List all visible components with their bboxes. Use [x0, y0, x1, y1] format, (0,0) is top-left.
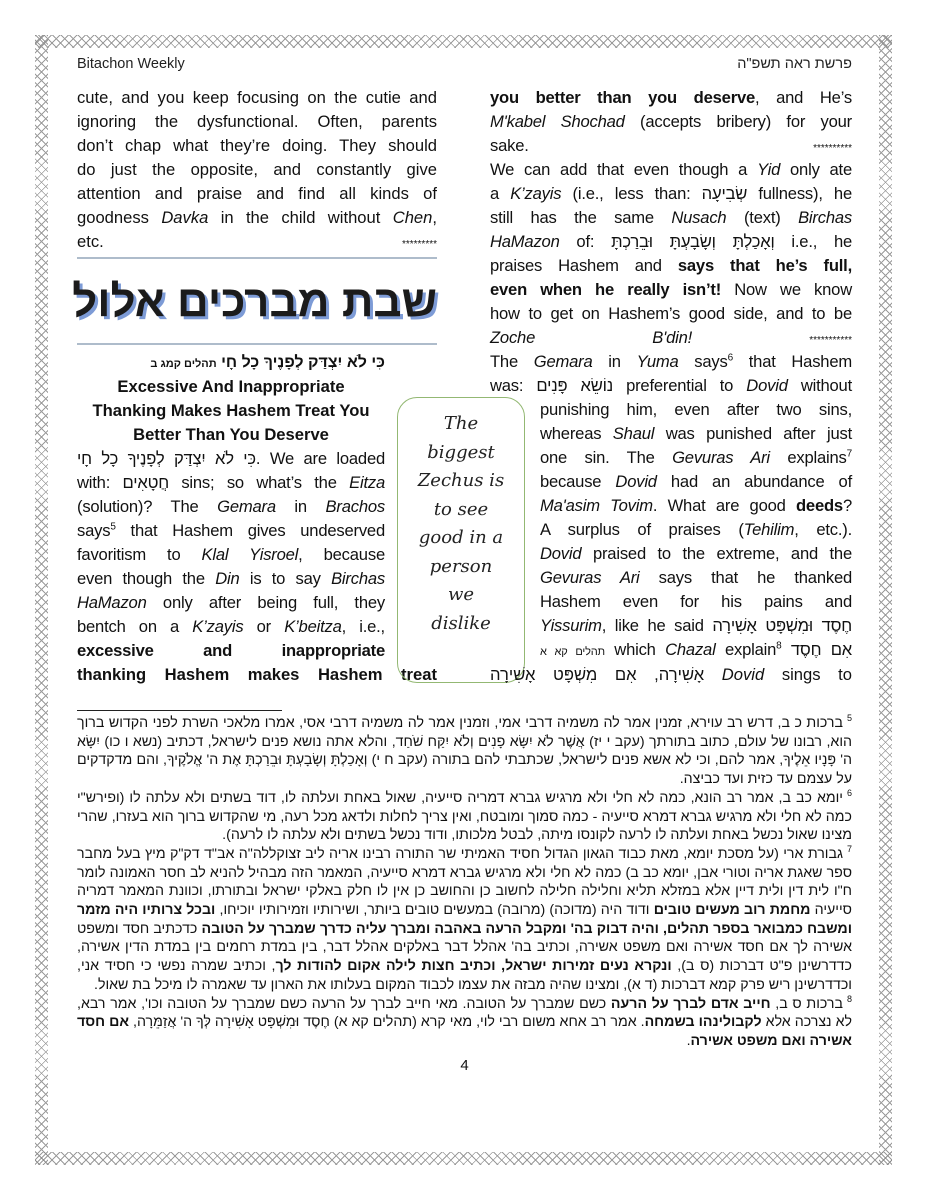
headline-line: Thanking Makes Hashem Treat You: [92, 401, 370, 420]
footnote-number: 8: [846, 993, 852, 1004]
text-run: in the child without: [208, 208, 393, 227]
text-line: [490, 86, 852, 110]
text-run: Now we know: [721, 280, 852, 299]
left-column-body: [77, 447, 385, 663]
headline-line: Excessive And Inappropriate: [117, 377, 345, 396]
text-line: [77, 110, 437, 134]
text-run: etc.: [77, 232, 402, 251]
text-run: of: וְאָכַלְתָּ וְשָׂבָעְתָּ וּבֵרַכְתָּ i.e., he: [559, 232, 852, 251]
text-run: [692, 328, 809, 347]
text-run: (text): [726, 208, 799, 227]
text-line: [77, 230, 437, 254]
text-line: [490, 374, 852, 398]
text-run: Dovid: [721, 665, 765, 684]
footnote-number: 7: [846, 844, 852, 855]
text-line: [77, 615, 385, 639]
text-line: [490, 206, 852, 230]
text-run: (i.e., less than: שְׂבִיעָה fullness), he: [561, 184, 852, 203]
text-run: in: [592, 352, 637, 371]
text-run: K’zayis: [192, 617, 244, 636]
text-line: [77, 519, 385, 543]
text-run: ?: [842, 496, 852, 515]
text-line: [77, 663, 437, 687]
text-run: תהלים קא א: [540, 646, 605, 658]
text-run: , etc.).: [794, 520, 852, 539]
text-run: that Hashem: [732, 352, 852, 371]
text-run: K’beitza: [284, 617, 342, 636]
headline-line: Better Than You Deserve: [133, 425, 329, 444]
text-run: , i.e.,: [341, 617, 385, 636]
text-line: [490, 302, 852, 326]
verse-source: תהלים קמג ב: [150, 358, 217, 370]
text-run: (solution)? The: [77, 497, 218, 516]
text-run: excessive and inappropriate: [77, 641, 385, 660]
text-line: [540, 590, 852, 614]
text-run: still has the same: [490, 208, 672, 227]
text-run: K’zayis: [510, 184, 562, 203]
footnote: [77, 789, 852, 845]
text-run: The: [490, 352, 534, 371]
pull-quote-box: [397, 397, 525, 683]
article-headline: [77, 375, 385, 447]
text-line: [540, 422, 852, 446]
text-line: [77, 86, 437, 110]
text-line: [540, 566, 852, 590]
text-run: . אמר רב אחא משום רבי לוי, מאי קרא (תהלים קא א) חֶסֶד וּמִשְׁפָּט אָשִׁירָה לְּךָ ה' אֲזַמֵּרָה,: [129, 1014, 645, 1031]
text-run: you better than you deserve: [490, 88, 756, 107]
text-line: [490, 350, 852, 374]
text-run: in: [275, 497, 326, 516]
page-border-right: [879, 35, 892, 1165]
footnote: [77, 995, 852, 1051]
text-run: Birchas: [798, 208, 852, 227]
pull-quote-line: to see: [433, 498, 489, 520]
text-line: [77, 591, 385, 615]
text-line: [77, 447, 385, 471]
text-run: 5: [110, 521, 116, 533]
text-run: אם חסד אשירה ואם משפט אשירה: [77, 1014, 852, 1049]
text-line: [77, 182, 437, 206]
text-run: says: [678, 352, 728, 371]
text-line: [490, 254, 852, 278]
text-run: says that he’s full,: [677, 256, 852, 275]
page-number: 4: [460, 1056, 469, 1074]
text-run: thanking Hashem makes Hashem treat: [77, 665, 437, 684]
text-line: [540, 446, 852, 470]
text-line: [540, 614, 852, 638]
text-run: Gevuras Ari: [672, 448, 770, 467]
text-run: Chen: [392, 208, 433, 227]
text-run: Dovid: [746, 376, 788, 395]
text-line: [77, 543, 385, 567]
text-run: sings to: [764, 665, 852, 684]
text-run: cute, and you keep focusing on the cutie and: [77, 88, 437, 107]
text-run: ברכות ס ב,: [770, 995, 843, 1012]
text-run: is to say: [239, 569, 332, 588]
pull-quote-line: dislike: [431, 612, 491, 634]
text-run: praises Hashem and: [490, 256, 678, 275]
text-line: [490, 110, 852, 134]
text-run: bentch on a: [77, 617, 193, 636]
text-run: ונקרא נעים זמירות ישראל, וכתיב חצות לילה אקום להודות לך: [275, 958, 672, 975]
header-parsha: פרשת ראה תשפ"ה: [737, 56, 852, 72]
text-run: 7: [846, 448, 852, 460]
text-line: [490, 182, 852, 206]
text-run: one sin. The: [540, 448, 673, 467]
text-line: [540, 398, 852, 422]
text-line: [77, 639, 385, 663]
text-line: [540, 470, 852, 494]
text-run: , and He’s: [755, 88, 852, 107]
text-run: Gemara: [217, 497, 276, 516]
text-run: Dovid: [615, 472, 657, 491]
text-run: was: נוֹשֵׂא פָּנִים preferential to: [490, 376, 747, 395]
footnotes: [77, 714, 852, 1051]
text-run: goodness: [77, 208, 162, 227]
text-run: how to get on Hashem’s good side, and to be: [490, 304, 852, 323]
text-run: says that he thanked: [639, 568, 853, 587]
text-run: because: [540, 472, 616, 491]
page-border-left: [35, 35, 48, 1165]
text-run: Davka: [161, 208, 209, 227]
text-run: sake.: [490, 136, 814, 155]
text-run: אִם חֶסֶד: [781, 640, 852, 659]
text-line: [77, 495, 385, 519]
left-column-last: [77, 663, 437, 687]
text-run: Tehilim: [743, 520, 795, 539]
text-run: כדכתיב חסד ומשפט אשירה לך אם חסד אשירה ואם משפט אשירה, וכתיב בה' אהלל דבר באלקים אהלל דבר, בין במדת רחמים בין במדת הדין אשירה, כדדרשינן פ"ט דברכות (ס ב),: [77, 920, 852, 975]
text-run: don’t chap what they’re doing. They should: [77, 136, 437, 155]
text-run: Eitza: [349, 473, 385, 492]
text-run: explains: [769, 448, 847, 467]
text-run: deeds: [796, 496, 843, 515]
text-run: We can add that even though a: [490, 160, 758, 179]
text-run: A surplus of praises (: [540, 520, 744, 539]
text-line: [540, 494, 852, 518]
text-run: כשם שמברך על הטובה. מאי חייב לברך על הרעה כשם שמברך על הטובה וכו', אמר רבא, לא נצרכה אלא: [77, 995, 853, 1031]
text-run: 6: [727, 352, 733, 364]
verse-text: כִּי לֹא יִצְדַּק לְפָנֶיךָ כָל חָי: [221, 354, 385, 371]
footnote-number: 6: [846, 788, 852, 799]
text-run: favoritism to: [77, 545, 202, 564]
text-run: מחמת רוב מעשים טובים: [653, 902, 811, 919]
verse-line: [77, 351, 385, 376]
footnote-area: [77, 714, 852, 1075]
text-run: Gemara: [533, 352, 593, 371]
text-line: [490, 158, 852, 182]
text-run: or: [243, 617, 285, 636]
text-line: [77, 158, 437, 182]
text-line: [540, 542, 852, 566]
text-run: ,: [432, 208, 438, 227]
pull-quote-line: The: [443, 413, 479, 434]
text-line: [77, 206, 437, 230]
pull-quote-line: we: [447, 584, 475, 605]
text-run: גבורת ארי (על מסכת יומא, מאת כבוד הגאון הגדול חסיד האמיתי שר התורה רבינו אריה ליב זצוקללה"ה אב"ד דק"ק מיץ בעל מחבר ספר שאגת אריה וטורי אבן, יומא כב ב) כמה לא חלי ולא מרגיש גברא דמרא סייעיה, המאמר הזה מבהיל להניא לב חסר האמונה לומר ח"ו לית דין ולית דיין אלא במזלא תליא וחלילה חלילה לחשוב כן והחושב כן אין לו חלק באלקי ישראל ובתורתו, וכוונת המאמר דמריה סייעיה: [77, 845, 852, 919]
text-run: only ate: [780, 160, 852, 179]
text-run: Klal Yisroel: [201, 545, 299, 564]
text-run: Yuma: [636, 352, 679, 371]
footnote-number: 5: [846, 713, 852, 724]
banner-rule-top: [77, 257, 437, 259]
text-run: says: [77, 521, 111, 540]
text-run: *********: [401, 239, 437, 250]
text-run: even though the: [77, 569, 216, 588]
text-run: . What are good: [652, 496, 796, 515]
text-run: Yid: [757, 160, 781, 179]
page-border-bottom: [35, 1152, 892, 1165]
footnote-separator: [77, 710, 282, 711]
text-run: Hashem even for his pains and: [540, 592, 852, 611]
text-line: [77, 471, 385, 495]
text-run: HaMazon: [490, 232, 560, 251]
footnote: [77, 845, 852, 995]
right-column-top: [490, 86, 852, 398]
text-run: was punished after just: [654, 424, 852, 443]
text-run: ובכל צרותיו היה מזמר ומשבח כמבואר בספר תהלים, והיה דבוק בה' ומקבל הרעה באהבה ומברך עליה כדרך שמברך על הטובה: [77, 902, 852, 937]
text-run: ברכות כ ב, דרש רב עוירא, זמנין אמר לה משמיה דרבי אמי, וזמנין אמר לה משמיה דרבי אסי, אמרו מלאכי השרת לפני הקדוש ברוך הוא, רבונו של עולם, כתוב בתורתך (עקב י יז) אֲשֶׁר לֹא יִשָּׂא פָנִים וְלֹא יִקַּח שֹׁחַד, והלא אתה נושא פנים לישראל, דכתיב (נשא ו כו) יִשָּׂא ה' פָּנָיו אֵלֶיךָ, אמר להם, וכי לא אשא פנים לישראל, שכתבתי להם בתורה (עקב ח י) וְאָכַלְתָּ וְשָׂבָעְתָּ וּבֵרַכְתָּ אֶת ה' אֱלֹקֶיךָ, והם מדקדקים על עצמם עד כזית ועד כביצה.: [77, 715, 852, 788]
text-run: Nusach: [671, 208, 727, 227]
right-column-wrap: [540, 398, 852, 662]
text-line: [490, 663, 852, 687]
text-run: Din: [215, 569, 240, 588]
text-run: ודוד היה (מדוכה) (מרובה) במעשים טובים ביותר, ושירותיו וזמירותיו יוכיחו,: [215, 902, 654, 919]
text-run: , because: [298, 545, 385, 564]
text-run: even when he really isn’t!: [490, 280, 722, 299]
text-run: , like he said חֶסֶד וּמִשְׁפָּט אָשִׁירָה: [601, 616, 852, 635]
text-run: Ma'asim Tovim: [540, 496, 653, 515]
text-line: [540, 638, 852, 662]
pull-quote-line: Zechus is: [417, 470, 505, 491]
text-run: a: [490, 184, 511, 203]
text-run: which: [604, 640, 666, 659]
text-line: [490, 230, 852, 254]
pull-quote-line: biggest: [427, 441, 495, 463]
text-run: Dovid: [540, 544, 582, 563]
text-run: Chazal: [665, 640, 716, 659]
text-run: punishing him, even after two sins,: [540, 400, 852, 419]
text-run: We are loaded: [260, 449, 386, 468]
text-run: אָשִׁירָה, אִם מִשְׁפָּט אָשִׁירָה: [490, 665, 722, 684]
text-run: חייב אדם לברך על הרעה: [610, 995, 771, 1012]
banner-rule-bottom: [77, 343, 437, 345]
text-run: .: [686, 1032, 691, 1049]
text-run: (accepts bribery) for your: [624, 112, 852, 131]
page-border-top: [35, 35, 892, 48]
text-run: explain: [715, 640, 777, 659]
footnote: [77, 714, 852, 789]
text-line: [77, 134, 437, 158]
header-publication-name: Bitachon Weekly: [77, 56, 185, 72]
pull-quote-line: person: [429, 555, 493, 577]
text-run: , וכתיב שמרה נפשי כי חסיד אני, וכדדרשינן ריש פרק קמא דברכות (ד א), ומצינו שהיה מבזה את עצמו לכבוד המקום בעלותו את הארון עד שאמרה לו מיכל בת שאול.: [77, 958, 852, 993]
text-run: HaMazon: [77, 593, 147, 612]
text-line: [490, 326, 852, 350]
text-run: ***********: [809, 335, 852, 346]
text-run: that Hashem gives undeserved: [115, 521, 385, 540]
text-run: praised to the extreme, and the: [581, 544, 852, 563]
text-run: without: [787, 376, 852, 395]
text-run: לקבולינהו בשמחה: [644, 1014, 762, 1031]
text-run: **********: [813, 143, 852, 154]
text-run: only after being full, they: [146, 593, 385, 612]
text-run: do just the opposite, and constantly give: [77, 160, 437, 179]
text-run: 8: [776, 640, 782, 652]
banner-title: שבת מברכים אלול: [72, 277, 437, 326]
text-run: כִּי לֹא יִצְדַּק לְפָנֶיךָ כָל חָי.: [77, 449, 261, 468]
text-run: Gevuras Ari: [540, 568, 640, 587]
text-run: יומא כב ב, אמר רב הונא, כמה לא חלי ולא מרגיש גברא דמריה סייעיה, שאול באחת ועלתה לו, דוד בשתים ולא עלתה לו (ופירש"י כמה לא חלי ולא מרגיש גברא דמרא סייעיה - כמה סמוך ומובטח, ואין צריך לחלות ולדאג מכל רעה, מי שהקדוש ברוך הוא בעזרו, שהרי מצינו שאול נכשל באחת ועלתה לו לרעה לקונסו מיתה, לבטל מלכותו, ודוד נכשל בשתים ולא עלתה לו לרעה).: [77, 789, 852, 844]
text-run: attention and praise and find all kinds of: [77, 184, 437, 203]
text-run: Brachos: [325, 497, 385, 516]
text-run: whereas: [540, 424, 613, 443]
text-run: Zoche B'din!: [490, 328, 693, 347]
text-run: Yissurim: [540, 616, 602, 635]
pull-quote-line: good in a: [418, 527, 504, 548]
right-column-last: [490, 663, 852, 687]
text-line: [77, 567, 385, 591]
text-run: Birchas: [331, 569, 385, 588]
text-run: had an abundance of: [656, 472, 852, 491]
left-column-top: [77, 86, 437, 254]
text-run: ignoring the dysfunctional. Often, parents: [77, 112, 437, 131]
text-line: [490, 134, 852, 158]
text-run: with: חֲטָאִים sins; so what’s the: [77, 473, 350, 492]
text-run: Shaul: [612, 424, 655, 443]
text-line: [490, 278, 852, 302]
text-line: [540, 518, 852, 542]
text-run: M'kabel Shochad: [490, 112, 625, 131]
